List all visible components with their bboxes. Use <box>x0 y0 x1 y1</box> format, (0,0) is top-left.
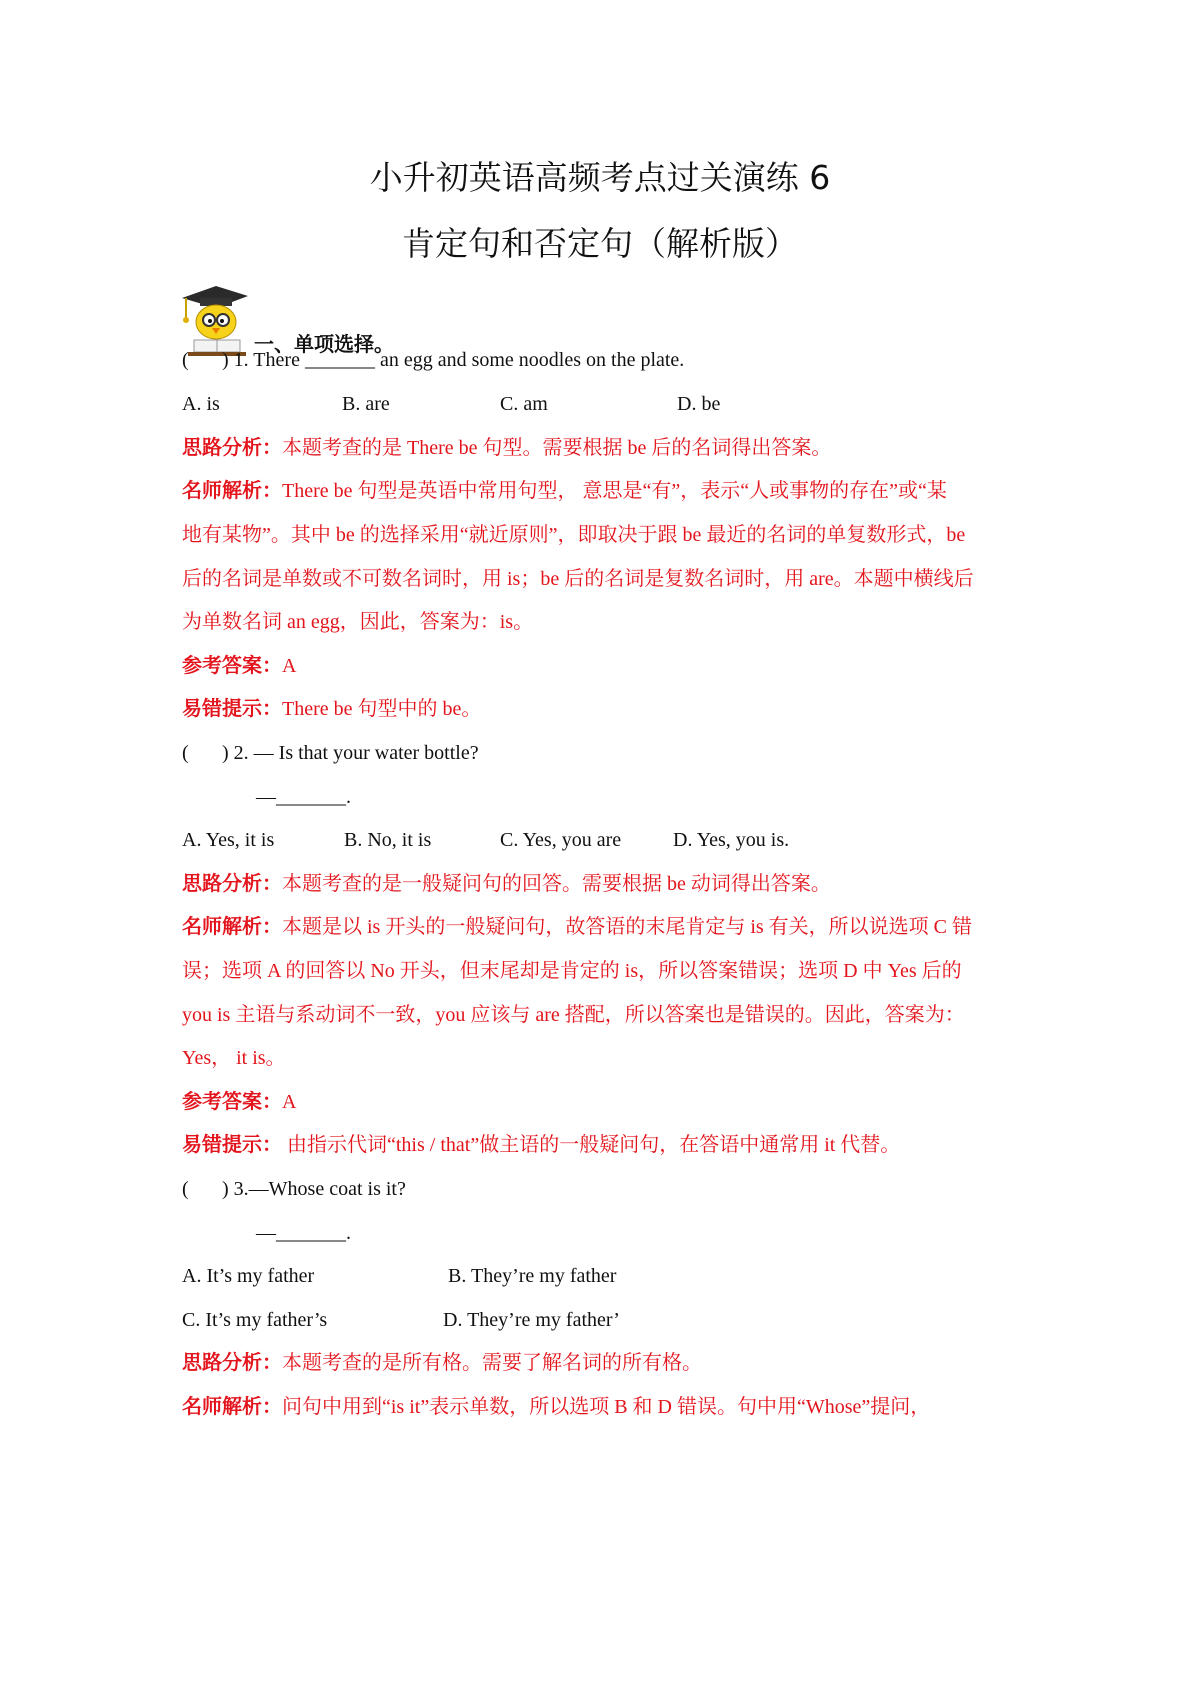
q2-answer: 参考答案：A <box>182 1091 297 1113</box>
section-label: 一、单项选择。 <box>254 332 394 356</box>
q2-tip: 易错提示： 由指示代词“this / that”做主语的一般疑问句，在答语中通常用 it 代替。 <box>182 1134 901 1156</box>
q3-option-b: B. They’re my father <box>448 1265 617 1287</box>
q2-explain-line-4: Yes， it is。 <box>182 1047 286 1069</box>
question-2-stem: ( ) 2. — Is that your water bottle? <box>182 742 479 764</box>
q3-option-a: A. It’s my father <box>182 1265 315 1287</box>
q2-explain-line-2: 误；选项 A 的回答以 No 开头，但末尾却是肯定的 is，所以答案错误；选项 D 中 Yes 后的 <box>182 960 962 982</box>
q2-reply-blank: —_______. <box>256 786 351 808</box>
q1-tip: 易错提示：There be 句型中的 be。 <box>182 698 482 720</box>
q1-explain-line-3: 后的名词是单数或不可数名词时，用 is；be 后的名词是复数名词时，用 are。本题中横线后 <box>182 568 974 590</box>
q3-explain-line-1: 名师解析：问句中用到“is it”表示单数，所以选项 B 和 D 错误。句中用“Whose”提问， <box>182 1396 931 1418</box>
q1-option-b: B. are <box>342 393 390 415</box>
q3-reply-blank: —_______. <box>256 1222 351 1244</box>
q1-explain-line-1: 名师解析：There be 句型是英语中常用句型， 意思是“有”，表示“人或事物的存在”或“某 <box>182 480 947 502</box>
q1-explain-line-4: 为单数名词 an egg，因此，答案为：is。 <box>182 611 534 633</box>
q1-answer: 参考答案：A <box>182 655 297 677</box>
page-subtitle: 肯定句和否定句（解析版） <box>402 224 798 263</box>
q3-option-d: D. They’re my father’ <box>443 1309 620 1331</box>
q2-explain-line-1: 名师解析：本题是以 is 开头的一般疑问句，故答语的末尾肯定与 is 有关，所以说选项 C 错 <box>182 916 973 938</box>
q1-option-a: A. is <box>182 393 220 415</box>
q2-analysis: 思路分析：本题考查的是一般疑问句的回答。需要根据 be 动词得出答案。 <box>182 873 831 895</box>
page-title: 小升初英语高频考点过关演练 6 <box>369 158 831 197</box>
question-3-stem: ( ) 3.—Whose coat is it? <box>182 1178 406 1200</box>
q2-option-c: C. Yes, you are <box>500 829 622 851</box>
q2-option-b: B. No, it is <box>344 829 432 851</box>
q3-option-c: C. It’s my father’s <box>182 1309 328 1331</box>
q1-option-d: D. be <box>677 393 721 415</box>
q1-option-c: C. am <box>500 393 548 415</box>
q3-analysis: 思路分析：本题考查的是所有格。需要了解名词的所有格。 <box>182 1352 702 1374</box>
q1-analysis: 思路分析：本题考查的是 There be 句型。需要根据 be 后的名词得出答案。 <box>182 437 832 459</box>
q2-option-d: D. Yes, you is. <box>673 829 790 851</box>
q2-explain-line-3: you is 主语与系动词不一致，you 应该与 are 搭配，所以答案也是错误的。因此，答案为： <box>182 1004 965 1026</box>
q2-option-a: A. Yes, it is <box>182 829 275 851</box>
q1-explain-line-2: 地有某物”。其中 be 的选择采用“就近原则”，即取决于跟 be 最近的名词的单复数形式，be <box>182 524 966 546</box>
question-1-stem: ( ) 1. There _______ an egg and some noodles on the plate. <box>182 349 685 371</box>
